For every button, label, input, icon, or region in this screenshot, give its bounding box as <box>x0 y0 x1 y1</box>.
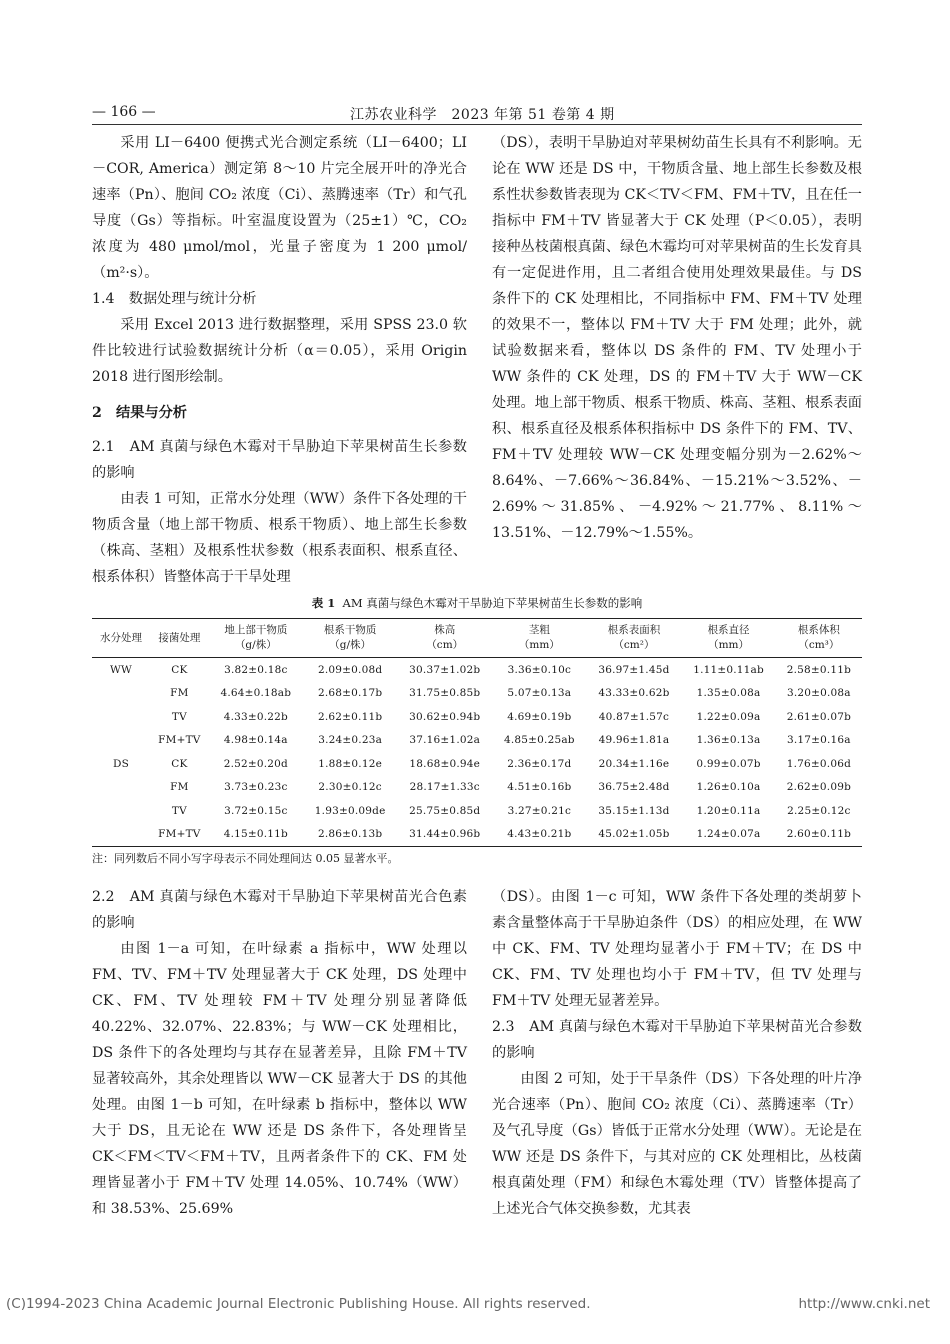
table-cell: 3.24±0.23a <box>318 734 383 747</box>
table-body <box>92 658 862 847</box>
table-cell: 3.72±0.15c <box>224 804 288 817</box>
table-cell: 31.44±0.96b <box>409 828 481 841</box>
paragraph: 采用 LI－6400 便携式光合测定系统（LI－6400；LI－COR, America）测定第 8～10 片完全展开叶的净光合速率（Pn）、胞间 CO₂ 浓度（Ci）、蒸腾速率（Tr）和气孔导度（Gs）等指标。叶室温度设置为（25±1）℃，CO₂ 浓度为 480 μmol/mol，光量子密度为 1 200 μmol/（m²·s）。 <box>92 135 467 281</box>
table-cell: 1.20±0.11a <box>696 804 761 817</box>
table-cell <box>92 705 150 729</box>
table-row <box>92 823 862 847</box>
table-cell: 2.68±0.17b <box>318 687 383 700</box>
table-note: 注：同列数后不同小写字母表示不同处理间达 0.05 显著水平。 <box>92 852 399 865</box>
table-header-cell <box>397 619 492 658</box>
left-column-top <box>92 130 467 590</box>
table-cell: 40.87±1.57c <box>598 710 670 723</box>
table-header-cell <box>492 619 586 658</box>
table-cell: 3.17±0.16a <box>786 734 851 747</box>
table-cell: 2.36±0.17d <box>507 757 572 770</box>
table-cell: FM+TV <box>158 828 201 841</box>
paragraph: 采用 Excel 2013 进行数据整理，采用 SPSS 23.0 软件比较进行试验数据统计分析（α＝0.05），采用 Origin 2018 进行图形绘制。 <box>92 317 467 385</box>
table-row <box>92 658 862 682</box>
table-cell: 2.58±0.11b <box>786 663 851 676</box>
table-cell: 3.27±0.21c <box>507 804 572 817</box>
table-cell: 1.76±0.06d <box>786 757 851 770</box>
table-cell: TV <box>171 804 187 817</box>
right-column-bottom <box>492 884 862 1222</box>
table-row <box>92 752 862 776</box>
table-cell: 20.34±1.16e <box>598 757 670 770</box>
table-cell: 49.96±1.81a <box>598 734 670 747</box>
table-cell: 30.62±0.94b <box>409 710 481 723</box>
header-unit: （mm） <box>708 639 750 651</box>
table-cell: 0.99±0.07b <box>696 757 761 770</box>
paragraph: 由图 2 可知，处于干旱条件（DS）下各处理的叶片净光合速率（Pn）、胞间 CO₂ 浓度（Ci）、蒸腾速率（Tr）及气孔导度（Gs）皆低于正常水分处理（WW）。无论是在 WW 还是 DS 条件下，与其对应的 CK 处理相比，丛枝菌根真菌处理（FM）和绿色木霉处理（TV）皆整体提高了上述光合气体交换参数，尤其表 <box>492 1071 862 1217</box>
right-column-top <box>492 130 862 546</box>
paragraph: （DS）。由图 1－c 可知，WW 条件下各处理的类胡萝卜素含量整体高于干旱胁迫条件（DS）的相应处理，在 WW 中 CK、FM、TV 处理均显著小于 FM＋TV；在 DS 中 CK、FM、TV 处理也均小于 FM＋TV，但 TV 处理与 FM＋TV 处理无显著差异。 <box>492 889 862 1009</box>
table-cell: 35.15±1.13d <box>598 804 670 817</box>
paragraph: （DS），表明干旱胁迫对苹果树幼苗生长具有不利影响。无论在 WW 还是 DS 中，干物质含量、地上部生长参数及根系性状参数皆表现为 CK＜TV＜FM、FM＋TV，且在任一指标中 FM＋TV 皆显著大于 CK 处理（P＜0.05），表明接种丛枝菌根真菌、绿色木霉均可对苹果树苗的生长发育具有一定促进作用，且二者组合使用处理效果最佳。与 DS 条件下的 CK 处理相比，不同指标中 FM、FM＋TV 处理的效果不一，整体以 FM＋TV 大于 FM 处理；此外，就试验数据来看，整体以 DS 条件的 FM、TV 处理小于 WW 条件的 CK 处理，DS 的 FM＋TV 大于 WW－CK 处理。地上部干物质、根系干物质、株高、茎粗、根系表面积、根系直径及根系体积指标中 DS 条件下的 FM、TV、FM＋TV 处理较 WW－CK 处理变幅分别为－2.62%～8.64%、－7.66%～36.84%、－15.21%～3.52%、－2.69%～31.85%、－4.92%～21.77%、8.11%～13.51%、－12.79%～1.55%。 <box>492 135 862 541</box>
table-cell: DS <box>113 757 130 770</box>
table-header-cell <box>150 619 209 658</box>
cnki-link[interactable]: http://www.cnki.net <box>798 1296 930 1312</box>
table-cell: 36.97±1.45d <box>598 663 670 676</box>
table-cell: 2.86±0.13b <box>318 828 383 841</box>
header-unit: （g/株） <box>234 639 277 651</box>
section-heading: 2.1 AM 真菌与绿色木霉对干旱胁迫下苹果树苗生长参数的影响 <box>92 439 467 481</box>
table-cell: 4.33±0.22b <box>223 710 288 723</box>
table-header-cell <box>776 619 862 658</box>
page-number: — 166 — <box>92 104 156 120</box>
header-unit: （cm³） <box>798 639 840 651</box>
header-label: 根系直径 <box>707 624 750 636</box>
table-row <box>92 776 862 800</box>
table-header-row <box>92 619 862 658</box>
table-cell: 1.35±0.08a <box>696 687 761 700</box>
table-cell: 1.93±0.09de <box>314 804 386 817</box>
table-cell: 18.68±0.94e <box>409 757 481 770</box>
table-cell <box>92 682 150 706</box>
table-header-cell <box>92 619 150 658</box>
table-title: AM 真菌与绿色木霉对干旱胁迫下苹果树苗生长参数的影响 <box>342 596 643 610</box>
table-cell: FM <box>170 781 189 794</box>
header-unit: （mm） <box>518 639 560 651</box>
table-cell: 4.85±0.25ab <box>503 734 575 747</box>
table-header-cell <box>587 619 682 658</box>
page-header <box>92 100 862 126</box>
table-caption <box>92 595 862 611</box>
header-unit: （cm²） <box>613 639 655 651</box>
table-cell: TV <box>171 710 187 723</box>
table-cell: 1.24±0.07a <box>696 828 761 841</box>
table-row <box>92 705 862 729</box>
header-label: 根系表面积 <box>607 624 661 636</box>
table-cell: WW <box>110 663 133 676</box>
header-label: 地上部干物质 <box>224 624 288 636</box>
header-unit: （cm） <box>426 639 464 651</box>
header-label: 茎粗 <box>528 624 550 636</box>
section-heading: 2.2 AM 真菌与绿色木霉对干旱胁迫下苹果树苗光合色素的影响 <box>92 889 467 931</box>
header-label: 接菌处理 <box>158 631 201 644</box>
table-cell: 4.51±0.16b <box>507 781 572 794</box>
table-header-cell <box>209 619 303 658</box>
table-cell: 3.73±0.23c <box>224 781 288 794</box>
table-cell: 31.75±0.85b <box>409 687 481 700</box>
table-cell: CK <box>171 663 188 676</box>
table-cell: 2.61±0.07b <box>786 710 851 723</box>
table-cell: 2.60±0.11b <box>786 828 851 841</box>
table-cell: 5.07±0.13a <box>507 687 572 700</box>
table-label: 表 1 <box>311 596 336 610</box>
table-cell: FM <box>170 687 189 700</box>
table-cell: 43.33±0.62b <box>598 687 670 700</box>
table-cell: 4.15±0.11b <box>223 828 288 841</box>
table-header-cell <box>303 619 397 658</box>
table-cell: CK <box>171 757 188 770</box>
table-cell: 25.75±0.85d <box>409 804 481 817</box>
table-cell: 4.69±0.19b <box>507 710 572 723</box>
table-cell: 1.26±0.10a <box>696 781 761 794</box>
growth-parameter-table <box>92 618 862 847</box>
table-cell: 2.09±0.08d <box>318 663 383 676</box>
table-cell: 1.88±0.12e <box>318 757 383 770</box>
table-cell: 45.02±1.05b <box>598 828 670 841</box>
table-cell: 2.52±0.20d <box>223 757 288 770</box>
table-cell <box>92 799 150 823</box>
section-heading: 1.4 数据处理与统计分析 <box>92 291 257 307</box>
table-cell: 1.11±0.11ab <box>693 663 764 676</box>
table-row <box>92 799 862 823</box>
table-cell <box>92 776 150 800</box>
table-cell: 36.75±2.48d <box>598 781 670 794</box>
table-cell: FM+TV <box>158 734 201 747</box>
header-rule <box>92 124 862 125</box>
section-heading: 2.3 AM 真菌与绿色木霉对干旱胁迫下苹果树苗光合参数的影响 <box>492 1019 862 1061</box>
journal-title: 江苏农业科学 2023 年第 51 卷第 4 期 <box>350 107 615 123</box>
table-cell: 3.82±0.18c <box>224 663 288 676</box>
table-cell: 2.62±0.09b <box>786 781 851 794</box>
paragraph: 由表 1 可知，正常水分处理（WW）条件下各处理的干物质含量（地上部干物质、根系干物质）、地上部生长参数（株高、茎粗）及根系性状参数（根系表面积、根系直径、根系体积）皆整体高于干旱处理 <box>92 491 467 585</box>
table-cell: 2.62±0.11b <box>318 710 383 723</box>
table-cell: 3.20±0.08a <box>786 687 851 700</box>
table-cell: 2.25±0.12c <box>787 804 851 817</box>
table-row <box>92 682 862 706</box>
left-column-bottom <box>92 884 467 1222</box>
table-cell: 30.37±1.02b <box>409 663 481 676</box>
table-cell: 1.36±0.13a <box>696 734 761 747</box>
table-cell: 1.22±0.09a <box>696 710 761 723</box>
table-cell: 28.17±1.33c <box>409 781 480 794</box>
table-cell: 4.98±0.14a <box>223 734 288 747</box>
section-heading: 2 结果与分析 <box>92 405 187 421</box>
table-cell: 3.36±0.10c <box>507 663 572 676</box>
header-unit: （g/株） <box>329 639 372 651</box>
table-cell: 2.30±0.12c <box>318 781 382 794</box>
header-label: 水分处理 <box>100 631 143 644</box>
table-cell: 37.16±1.02a <box>409 734 481 747</box>
header-label: 根系体积 <box>797 624 840 636</box>
table-cell <box>92 729 150 753</box>
paragraph: 由图 1－a 可知，在叶绿素 a 指标中，WW 处理以 FM、TV、FM＋TV 处理显著大于 CK 处理，DS 处理中 CK、FM、TV 处理较 FM＋TV 处理分别显著降低 40.22%、32.07%、22.83%；与 WW－CK 处理相比，DS 条件下的各处理均与其存在显著差异，且除 FM＋TV 显著较高外，其余处理皆以 WW－CK 显著大于 DS 的其他处理。由图 1－b 可知，在叶绿素 b 指标中，整体以 WW 大于 DS，且无论在 WW 还是 DS 条件下，各处理皆呈 CK＜FM＜TV＜FM＋TV，且两者条件下的 CK、FM 处理皆显著小于 FM＋TV 处理 14.05%、10.74%（WW）和 38.53%、25.69% <box>92 941 467 1217</box>
table-cell: 4.64±0.18ab <box>220 687 292 700</box>
table-row <box>92 729 862 753</box>
header-label: 根系干物质 <box>323 624 377 636</box>
copyright-text: (C)1994-2023 China Academic Journal Electronic Publishing House. All rights reserved. <box>6 1296 591 1312</box>
table-cell <box>92 823 150 847</box>
table-cell: 4.43±0.21b <box>507 828 572 841</box>
header-label: 株高 <box>434 624 456 636</box>
table-header-cell <box>681 619 775 658</box>
